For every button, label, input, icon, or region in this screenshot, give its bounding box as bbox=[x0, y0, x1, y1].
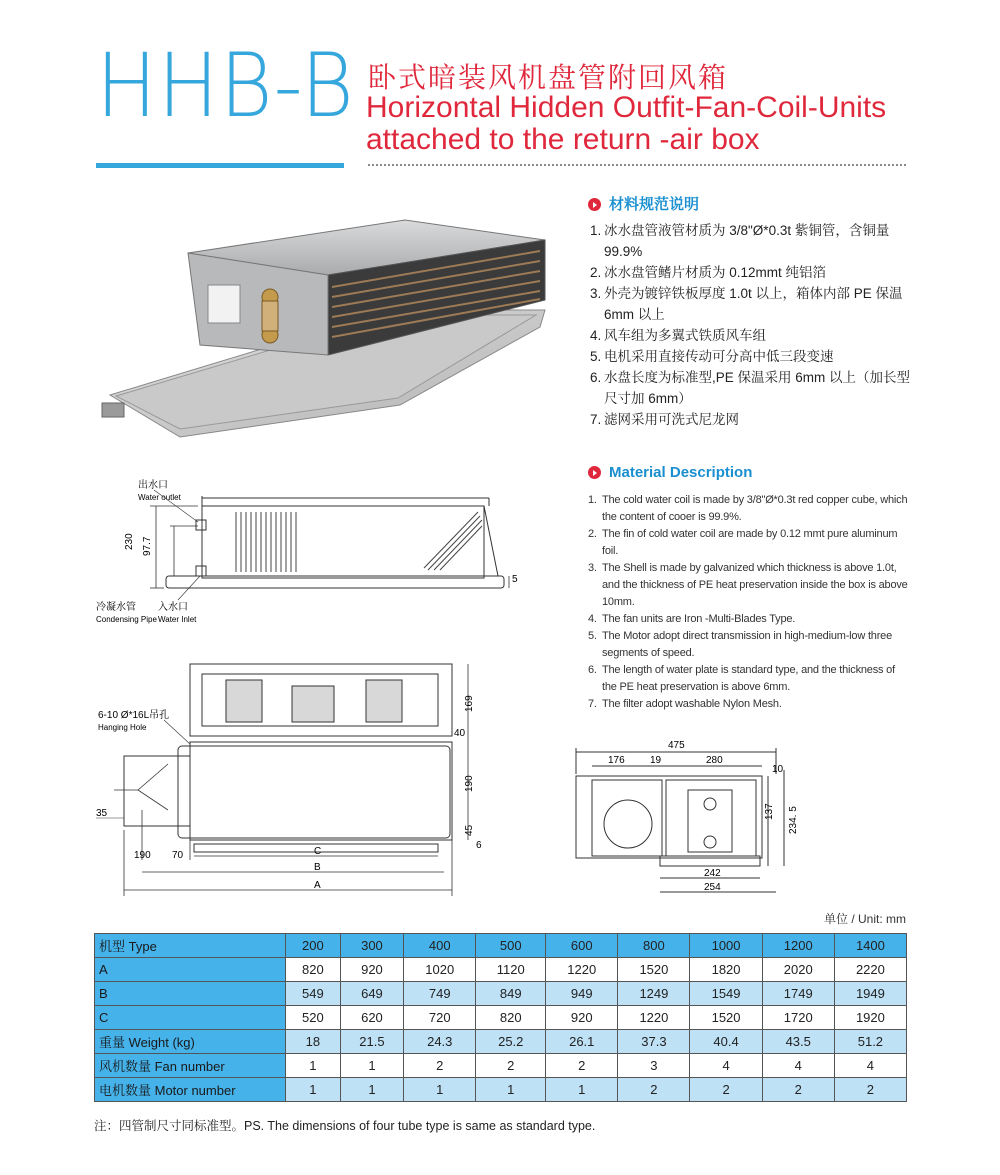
table-cell: 600 bbox=[546, 934, 618, 958]
table-header-row bbox=[95, 934, 907, 958]
water-inlet-cn: 入水口 bbox=[158, 602, 188, 613]
water-outlet-en: Water outlet bbox=[138, 493, 181, 502]
table-cell: 500 bbox=[476, 934, 546, 958]
row-label: B bbox=[95, 982, 286, 1006]
table-cell: 1 bbox=[546, 1078, 618, 1102]
table-cell: 1200 bbox=[762, 934, 834, 958]
list-item: 6. The length of water plate is standard type, and the thickness of the PE heat preservation is above 6mm. bbox=[588, 664, 895, 693]
table-cell: 2 bbox=[690, 1078, 762, 1102]
table-cell: 2020 bbox=[762, 958, 834, 982]
table-cell: 400 bbox=[404, 934, 476, 958]
table-cell: 920 bbox=[340, 958, 403, 982]
condensing-pipe-en: Condensing Pipe bbox=[96, 615, 157, 624]
table-cell: 37.3 bbox=[618, 1030, 690, 1054]
table-cell: 1949 bbox=[834, 982, 906, 1006]
model-underline bbox=[96, 163, 344, 168]
table-cell: 2220 bbox=[834, 958, 906, 982]
table-cell: 1520 bbox=[690, 1006, 762, 1030]
table-cell: 1 bbox=[286, 1078, 341, 1102]
dim-97-7: 97.7 bbox=[142, 536, 153, 556]
product-photo bbox=[100, 215, 550, 440]
title-chinese: 卧式暗装风机盘管附回风箱 bbox=[368, 62, 729, 93]
table-cell: 1 bbox=[404, 1078, 476, 1102]
table-cell: 820 bbox=[476, 1006, 546, 1030]
spec-cn-list bbox=[590, 220, 910, 430]
table-cell: 649 bbox=[340, 982, 403, 1006]
end-fan-wheel bbox=[604, 800, 652, 848]
list-item: 5. 电机采用直接传动可分高中低三段变速 bbox=[590, 349, 834, 364]
table-cell: 4 bbox=[690, 1054, 762, 1078]
dim-B: B bbox=[314, 862, 321, 873]
table-cell: 820 bbox=[286, 958, 341, 982]
table-cell: 40.4 bbox=[690, 1030, 762, 1054]
table-cell: 26.1 bbox=[546, 1030, 618, 1054]
table-cell: 4 bbox=[762, 1054, 834, 1078]
list-item: 6. 水盘长度为标准型,PE 保温采用 6mm 以上（加长型尺寸加 6mm） bbox=[590, 370, 911, 406]
title-english-line1: Horizontal Hidden Outfit-Fan-Coil-Units bbox=[366, 91, 887, 124]
row-label: 电机数量 Motor number bbox=[95, 1078, 286, 1102]
dim-40: 40 bbox=[454, 728, 466, 739]
table-cell: 2 bbox=[476, 1054, 546, 1078]
table-cell: 1520 bbox=[618, 958, 690, 982]
table-cell: 25.2 bbox=[476, 1030, 546, 1054]
table-cell: 3 bbox=[618, 1054, 690, 1078]
table-cell: 1549 bbox=[690, 982, 762, 1006]
table-cell: 2 bbox=[762, 1078, 834, 1102]
hanging-hole-cn: 6-10 Ø*16L吊孔 bbox=[98, 710, 170, 721]
row-label: A bbox=[95, 958, 286, 982]
list-item: 4. 风车组为多翼式铁质风车组 bbox=[590, 328, 766, 343]
table-cell: 1400 bbox=[834, 934, 906, 958]
table-cell: 2 bbox=[546, 1054, 618, 1078]
table-cell: 520 bbox=[286, 1006, 341, 1030]
list-item: 3. 外壳为镀锌铁板厚度 1.0t 以上，箱体内部 PE 保温 6mm 以上 bbox=[590, 286, 903, 322]
table-cell: 949 bbox=[546, 982, 618, 1006]
table-cell: 1 bbox=[476, 1078, 546, 1102]
table-row bbox=[95, 1054, 907, 1078]
table-cell: 200 bbox=[286, 934, 341, 958]
unit-label: 单位 / Unit: mm bbox=[823, 912, 906, 926]
list-item: 5. The Motor adopt direct transmission in high-medium-low three segments of speed. bbox=[588, 630, 893, 659]
table-cell: 1220 bbox=[546, 958, 618, 982]
table-cell: 24.3 bbox=[404, 1030, 476, 1054]
dim-169: 169 bbox=[464, 695, 475, 712]
water-outlet-cn: 出水口 bbox=[138, 480, 168, 491]
table-cell: 800 bbox=[618, 934, 690, 958]
dim-10: 10 bbox=[772, 764, 784, 775]
table-row bbox=[95, 1078, 907, 1102]
end-casing bbox=[576, 776, 762, 858]
table-cell: 2 bbox=[618, 1078, 690, 1102]
table-cell: 920 bbox=[546, 1006, 618, 1030]
dim-190: 190 bbox=[134, 850, 151, 861]
table-cell: 1000 bbox=[690, 934, 762, 958]
table-row bbox=[95, 1030, 907, 1054]
dim-234-5: 234. 5 bbox=[788, 806, 799, 834]
spec-en-list bbox=[588, 492, 908, 713]
table-cell: 18 bbox=[286, 1030, 341, 1054]
dim-5: 5 bbox=[512, 574, 518, 585]
row-label: 风机数量 Fan number bbox=[95, 1054, 286, 1078]
list-item: 2. 冰水盘管鳍片材质为 0.12mmt 纯铝箔 bbox=[590, 265, 827, 280]
drain-pipe bbox=[102, 403, 124, 417]
list-item: 2. The fin of cold water coil are made by 0.12 mmt pure aluminum foil. bbox=[588, 528, 898, 557]
table-cell: 620 bbox=[340, 1006, 403, 1030]
dim-19: 19 bbox=[650, 755, 662, 766]
top-casing-lower bbox=[190, 742, 452, 840]
top-view-drawing bbox=[94, 660, 534, 900]
table-row bbox=[95, 1006, 907, 1030]
table-row bbox=[95, 958, 907, 982]
title-english-line2: attached to the return -air box bbox=[366, 123, 760, 156]
table-cell: 1 bbox=[286, 1054, 341, 1078]
table-cell: 1749 bbox=[762, 982, 834, 1006]
table-cell: 1 bbox=[340, 1054, 403, 1078]
row-label: 重量 Weight (kg) bbox=[95, 1030, 286, 1054]
table-cell: 300 bbox=[340, 934, 403, 958]
dim-35: 35 bbox=[96, 808, 108, 819]
list-item: 3. The Shell is made by galvanized which thickness is above 1.0t, and the thickness of PE heat preservation inside the box is above 10mm. bbox=[588, 562, 908, 608]
list-item: 1. The cold water coil is made by 3/8"Ø*0.3t red copper cube, which the content of cooer is 99.9%. bbox=[588, 494, 908, 523]
row-label: 机型 Type bbox=[95, 934, 286, 958]
table-cell: 1220 bbox=[618, 1006, 690, 1030]
table-row bbox=[95, 982, 907, 1006]
footnote: 注：四管制尺寸同标准型。PS. The dimensions of four tube type is same as standard type. bbox=[94, 1119, 596, 1133]
dim-C: C bbox=[314, 846, 322, 857]
table-cell: 21.5 bbox=[340, 1030, 403, 1054]
fan-left bbox=[226, 680, 262, 722]
model-title: HHB-B bbox=[96, 34, 355, 137]
table-cell: 4 bbox=[834, 1054, 906, 1078]
table-cell: 1120 bbox=[476, 958, 546, 982]
dim-70: 70 bbox=[172, 850, 184, 861]
table-cell: 1249 bbox=[618, 982, 690, 1006]
side-view-drawing bbox=[94, 476, 534, 636]
table-cell: 549 bbox=[286, 982, 341, 1006]
table-cell: 1020 bbox=[404, 958, 476, 982]
control-box bbox=[208, 285, 240, 323]
dim-6: 6 bbox=[476, 840, 482, 851]
water-inlet-en: Water Inlet bbox=[158, 615, 197, 624]
dim-176: 176 bbox=[608, 755, 625, 766]
dim-475: 475 bbox=[668, 740, 685, 751]
dim-254: 254 bbox=[704, 882, 721, 893]
condensing-pipe-cn: 冷凝水管 bbox=[96, 602, 136, 613]
list-item: 1. 冰水盘管液管材质为 3/8"Ø*0.3t 紫铜管，含铜量 99.9% bbox=[590, 223, 890, 259]
play-bullet-icon bbox=[588, 466, 601, 479]
table-cell: 2 bbox=[834, 1078, 906, 1102]
row-label: C bbox=[95, 1006, 286, 1030]
table-cell: 2 bbox=[404, 1054, 476, 1078]
spec-cn-heading: 材料规范说明 bbox=[588, 193, 699, 214]
list-item: 7. The filter adopt washable Nylon Mesh. bbox=[588, 698, 782, 710]
table-cell: 51.2 bbox=[834, 1030, 906, 1054]
dim-242: 242 bbox=[704, 868, 721, 879]
dim-280: 280 bbox=[706, 755, 723, 766]
title-english bbox=[366, 92, 886, 156]
dim-190-right: 190 bbox=[464, 775, 475, 792]
table-cell: 1 bbox=[340, 1078, 403, 1102]
dim-230: 230 bbox=[124, 533, 135, 550]
hanging-hole-en: Hanging Hole bbox=[98, 723, 147, 732]
dotted-divider bbox=[368, 164, 906, 166]
fan-motor bbox=[292, 686, 334, 722]
table-cell: 720 bbox=[404, 1006, 476, 1030]
table-cell: 749 bbox=[404, 982, 476, 1006]
list-item: 4. The fan units are Iron -Multi-Blades Type. bbox=[588, 613, 796, 625]
table-cell: 43.5 bbox=[762, 1030, 834, 1054]
spec-table bbox=[94, 933, 907, 1102]
table-cell: 1820 bbox=[690, 958, 762, 982]
dim-A: A bbox=[314, 880, 321, 891]
list-item: 7. 滤网采用可洗式尼龙网 bbox=[590, 412, 739, 427]
dim-45: 45 bbox=[464, 824, 475, 836]
side-casing bbox=[202, 506, 484, 578]
dim-137: 137 bbox=[764, 803, 775, 820]
end-view-drawing bbox=[568, 738, 808, 902]
table-cell: 849 bbox=[476, 982, 546, 1006]
play-bullet-icon bbox=[588, 198, 601, 211]
spec-en-heading: Material Description bbox=[588, 464, 752, 481]
table-cell: 1920 bbox=[834, 1006, 906, 1030]
table-cell: 1720 bbox=[762, 1006, 834, 1030]
fan-right bbox=[366, 680, 402, 722]
